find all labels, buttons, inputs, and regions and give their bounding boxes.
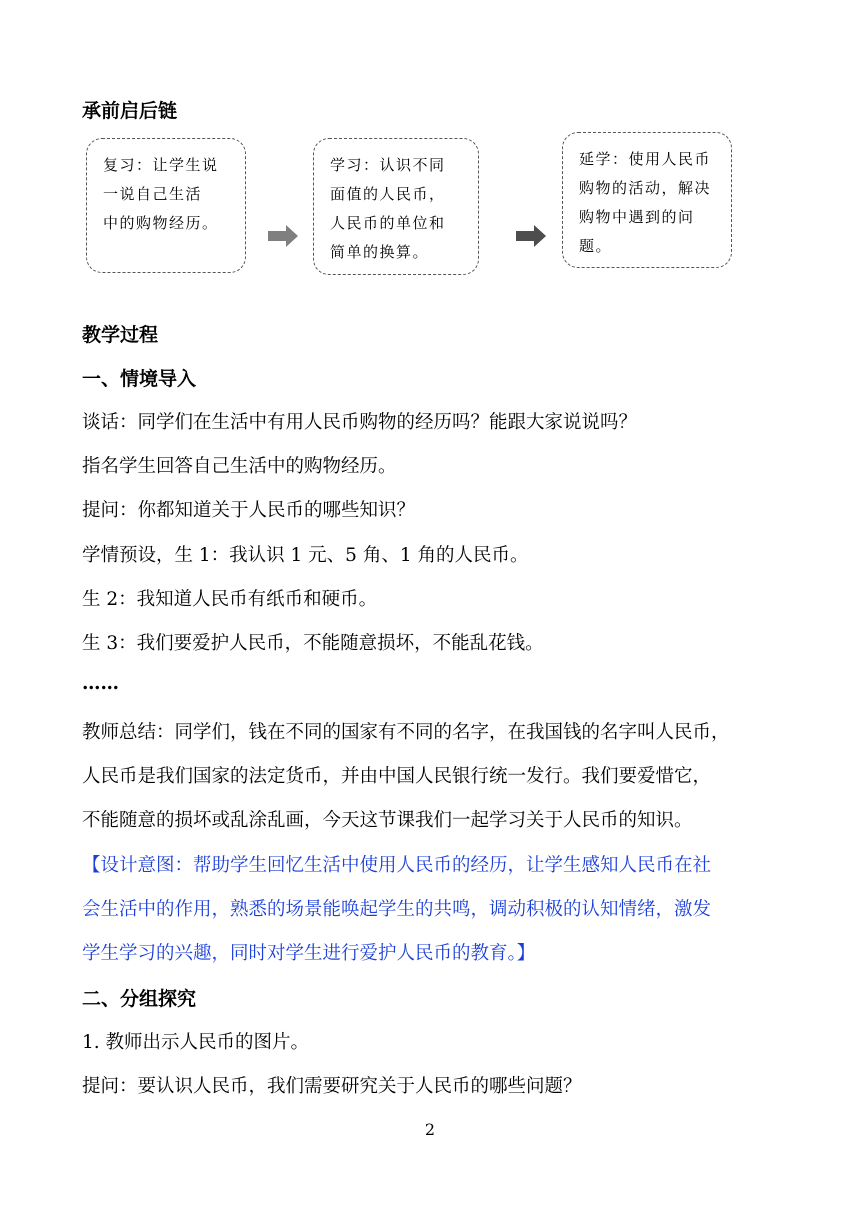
paragraph-line: 提问：你都知道关于人民币的哪些知识？ — [82, 500, 416, 521]
arrow-right-icon — [516, 225, 546, 247]
process-title: 教学过程 — [82, 324, 159, 346]
page-number: 2 — [424, 1120, 436, 1139]
learn-line: 人民币的单位和 — [330, 214, 446, 232]
extend-box — [562, 132, 732, 268]
part2-title: 二、分组探究 — [82, 988, 197, 1010]
learn-line: 简单的换算。 — [330, 243, 430, 261]
paragraph-line: 教师总结：同学们，钱在不同的国家有不同的名字，在我国钱的名字叫人民币， — [82, 722, 730, 743]
extend-line: 购物中遇到的问 — [579, 208, 695, 226]
paragraph-line: 提问：要认识人民币，我们需要研究关于人民币的哪些问题？ — [82, 1076, 582, 1097]
paragraph-line: 生 3：我们要爱护人民币，不能随意损坏，不能乱花钱。 — [82, 633, 544, 654]
part1-title: 一、情境导入 — [82, 368, 197, 390]
design-note-line: 学生学习的兴趣，同时对学生进行爱护人民币的教育。】 — [82, 943, 536, 964]
learn-line: 面值的人民币， — [330, 185, 446, 203]
review-box — [86, 138, 246, 273]
section-title: 承前启后链 — [82, 100, 178, 122]
review-line: 一说自己生活 — [103, 185, 203, 203]
paragraph-line: 指名学生回答自己生活中的购物经历。 — [82, 456, 397, 477]
paragraph-line: 生 2：我知道人民币有纸币和硬币。 — [82, 589, 378, 610]
extend-line: 延学：使用人民币 — [579, 150, 712, 168]
design-note-line: 会生活中的作用，熟悉的场景能唤起学生的共鸣，调动积极的认知情绪，激发 — [82, 899, 712, 920]
extend-line: 购物的活动，解决 — [579, 179, 712, 197]
paragraph-line: 1. 教师出示人民币的图片。 — [82, 1032, 310, 1053]
ellipsis: …… — [82, 673, 119, 694]
paragraph-line: 不能随意的损坏或乱涂乱画，今天这节课我们一起学习关于人民币的知识。 — [82, 810, 693, 831]
paragraph-line: 学情预设，生 1：我认识 1 元、5 角、1 角的人民币。 — [82, 545, 529, 566]
review-line: 复习：让学生说 — [103, 156, 219, 174]
paragraph-line: 人民币是我们国家的法定货币，并由中国人民银行统一发行。我们要爱惜它， — [82, 766, 712, 787]
arrow-right-icon — [268, 225, 298, 247]
learn-line: 学习：认识不同 — [330, 156, 446, 174]
design-note-line: 【设计意图：帮助学生回忆生活中使用人民币的经历，让学生感知人民币在社 — [82, 855, 712, 876]
learn-box — [313, 138, 479, 275]
extend-line: 题。 — [579, 237, 613, 255]
paragraph-line: 谈话：同学们在生活中有用人民币购物的经历吗？能跟大家说说吗？ — [82, 412, 638, 433]
review-line: 中的购物经历。 — [103, 214, 219, 232]
